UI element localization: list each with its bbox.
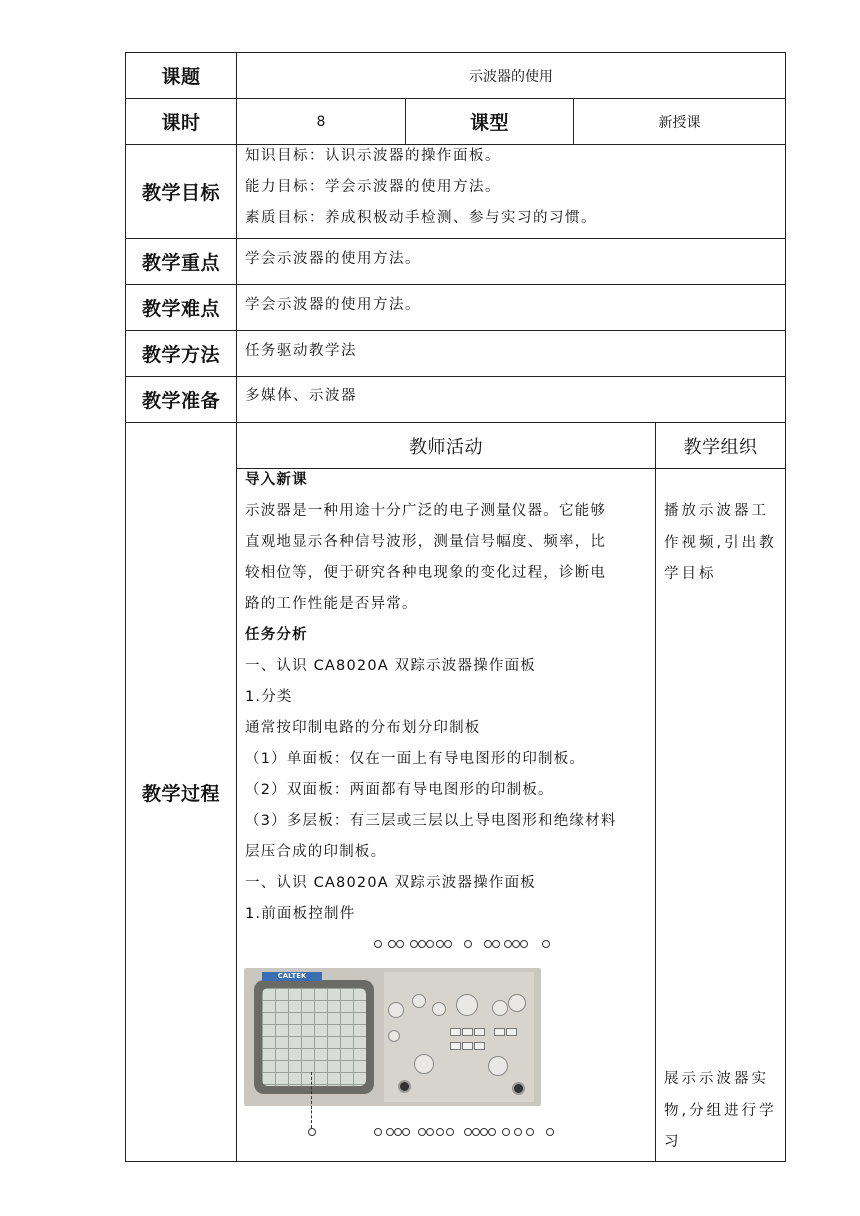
key-points-value: 学会示波器的使用方法。 bbox=[245, 251, 421, 267]
task-line: 通常按印制电路的分布划分印制板 bbox=[245, 720, 481, 736]
teacher-activity-content bbox=[245, 465, 653, 930]
process-label: 教学过程 bbox=[141, 782, 220, 805]
task-line: 一、认识 CA8020A 双踪示波器操作面板 bbox=[245, 658, 536, 674]
task-line: 一、认识 CA8020A 双踪示波器操作面板 bbox=[245, 875, 536, 891]
preparation-value: 多媒体、示波器 bbox=[245, 388, 357, 404]
key-points-label: 教学重点 bbox=[141, 252, 220, 274]
task-line: 1.前面板控制件 bbox=[245, 906, 356, 922]
intro-line: 示波器是一种用途十分广泛的电子测量仪器。它能够 bbox=[245, 503, 607, 519]
methods-value: 任务驱动教学法 bbox=[245, 343, 357, 359]
preparation-label: 教学准备 bbox=[141, 390, 220, 412]
callout-marker-screen bbox=[308, 1128, 316, 1136]
callout-markers-bottom bbox=[370, 1128, 550, 1142]
intro-line: 较相位等，便于研究各种电现象的变化过程，诊断电 bbox=[245, 565, 607, 581]
lesson-type-label: 课型 bbox=[469, 112, 509, 134]
org-note-line: 播放示波器工 bbox=[664, 503, 769, 519]
teacher-activity-header: 教师活动 bbox=[409, 436, 483, 458]
task-line: （1）单面板：仅在一面上有导电图形的印制板。 bbox=[245, 751, 586, 767]
callout-leader bbox=[311, 1072, 313, 1128]
oscilloscope-photo bbox=[244, 968, 541, 1106]
task-line: （3）多层板：有三层或三层以上导电图形和绝缘材料 bbox=[245, 813, 617, 829]
org-note-line: 学目标 bbox=[664, 566, 717, 582]
methods-label: 教学方法 bbox=[141, 344, 220, 366]
goal-line: 素质目标：养成积极动手检测、参与实习的习惯。 bbox=[245, 210, 597, 226]
hours-label: 课时 bbox=[161, 112, 201, 134]
topic-value: 示波器的使用 bbox=[469, 68, 553, 85]
org-note-demo bbox=[664, 1064, 784, 1159]
task-line: （2）双面板：两面都有导电图形的印制板。 bbox=[245, 782, 554, 798]
difficulties-value: 学会示波器的使用方法。 bbox=[245, 297, 421, 313]
hours-value: 8 bbox=[316, 113, 326, 130]
org-note-line: 作视频,引出教 bbox=[664, 534, 777, 551]
org-note-line: 展示示波器实 bbox=[664, 1071, 769, 1087]
goal-line: 能力目标：学会示波器的使用方法。 bbox=[245, 179, 501, 195]
callout-markers-top bbox=[370, 940, 550, 954]
lesson-type-value: 新授课 bbox=[658, 114, 701, 131]
org-note-intro bbox=[664, 496, 784, 591]
goal-line: 知识目标：认识示波器的操作面板。 bbox=[245, 148, 501, 164]
goals-content bbox=[245, 141, 780, 234]
goals-label: 教学目标 bbox=[141, 182, 220, 204]
intro-line: 直观地显示各种信号波形，测量信号幅度、频率，比 bbox=[245, 534, 607, 550]
teaching-org-header: 教学组织 bbox=[683, 436, 758, 458]
topic-label: 课题 bbox=[161, 66, 201, 88]
brand-logo: CALTEK bbox=[262, 972, 322, 981]
task-line: 1.分类 bbox=[245, 689, 293, 705]
task-title: 任务分析 bbox=[245, 627, 308, 643]
org-note-line: 物,分组进行学 bbox=[664, 1102, 777, 1119]
control-panel bbox=[384, 972, 534, 1102]
oscilloscope-screen bbox=[262, 988, 366, 1086]
task-line: 层压合成的印制板。 bbox=[245, 844, 387, 860]
org-note-line: 习 bbox=[664, 1134, 682, 1150]
intro-title: 导入新课 bbox=[245, 472, 308, 488]
difficulties-label: 教学难点 bbox=[141, 298, 220, 320]
intro-line: 路的工作性能是否异常。 bbox=[245, 596, 418, 612]
